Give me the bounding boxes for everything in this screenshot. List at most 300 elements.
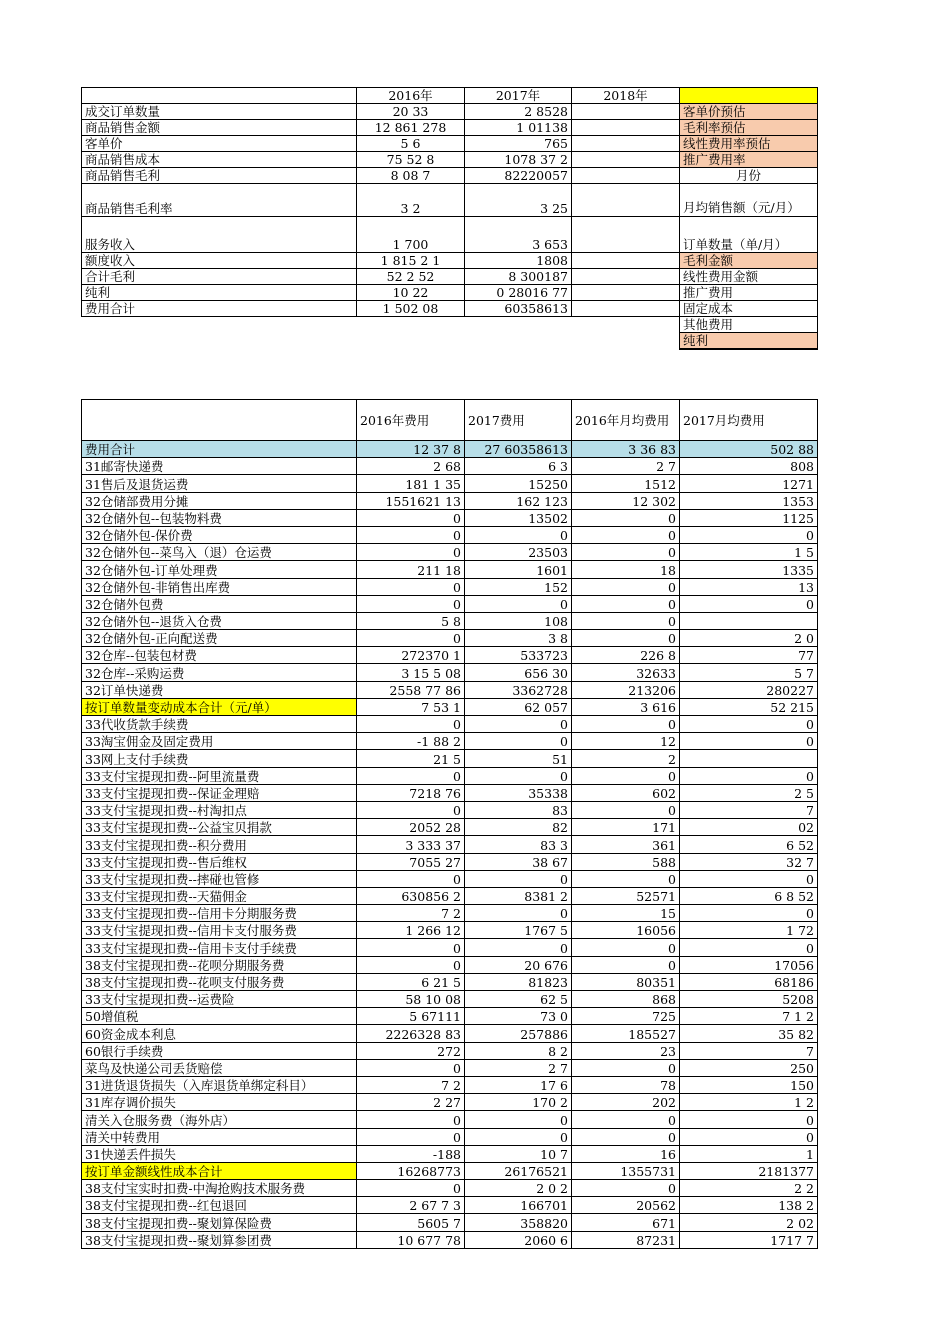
summary-extra-row (82, 317, 818, 333)
cost-row (82, 853, 818, 870)
cost-row-label: 33支付宝提现扣费--保证金理赔 (82, 784, 357, 801)
cost-value-2: 533723 (465, 647, 572, 664)
summary-row (82, 120, 818, 136)
summary-value-2018 (572, 184, 680, 217)
cost-value-1: 21 5 (357, 750, 465, 767)
summary-value-2018 (572, 120, 680, 136)
summary-row-label: 服务收入 (82, 217, 357, 253)
cost-value-1: 272 (357, 1042, 465, 1059)
cost-value-1: 0 (357, 578, 465, 595)
cost-row-label: 32仓储外包-正向配送费 (82, 630, 357, 647)
summary-row-label: 额度收入 (82, 253, 357, 269)
cost-value-4: 0 (680, 939, 818, 956)
summary-year-header: 2016年 (357, 88, 465, 104)
cost-value-3: 1355731 (572, 1162, 680, 1179)
cost-value-4: 02 (680, 819, 818, 836)
cost-value-3: 3 36 83 (572, 441, 680, 458)
cost-value-3: 171 (572, 819, 680, 836)
cost-row (82, 1025, 818, 1042)
cost-row (82, 1094, 818, 1111)
cost-row-label: 38支付宝提现扣费--花呗分期服务费 (82, 956, 357, 973)
cost-value-1: 0 (357, 767, 465, 784)
summary-value-2016: 3 2 (357, 184, 465, 217)
summary-value-2017: 1 01138 (465, 120, 572, 136)
cost-value-3: 0 (572, 1059, 680, 1076)
summary-empty-cell (82, 349, 357, 350)
cost-row-label: 32订单快递费 (82, 681, 357, 698)
cost-value-4: 0 (680, 526, 818, 543)
cost-row (82, 887, 818, 904)
cost-value-1: 5605 7 (357, 1214, 465, 1231)
cost-value-3: 0 (572, 526, 680, 543)
summary-empty-cell (572, 333, 680, 349)
cost-value-2: 257886 (465, 1025, 572, 1042)
summary-empty-cell (357, 317, 465, 333)
summary-extra-row (82, 349, 818, 350)
cost-row (82, 441, 818, 458)
cost-value-3: 0 (572, 801, 680, 818)
cost-row (82, 475, 818, 492)
cost-value-4: 2 2 (680, 1180, 818, 1197)
cost-value-1: 58 10 08 (357, 991, 465, 1008)
cost-value-2: 0 (465, 1111, 572, 1128)
cost-value-3: 0 (572, 767, 680, 784)
cost-value-3: 0 (572, 595, 680, 612)
cost-value-1: 0 (357, 544, 465, 561)
cost-value-3: 0 (572, 630, 680, 647)
summary-value-2018 (572, 152, 680, 168)
cost-value-1: 3 15 5 08 (357, 664, 465, 681)
cost-row (82, 784, 818, 801)
cost-row-label: 31邮寄快递费 (82, 458, 357, 475)
summary-side-label: 线性费用率预估 (680, 136, 818, 152)
summary-value-2016: 8 08 7 (357, 168, 465, 184)
summary-value-2016: 1 502 08 (357, 301, 465, 317)
summary-value-2018 (572, 253, 680, 269)
cost-value-2: 82 (465, 819, 572, 836)
cost-value-2: 2060 6 (465, 1231, 572, 1248)
cost-value-2: 81823 (465, 973, 572, 990)
cost-row-label: 38支付宝提现扣费--红包退回 (82, 1197, 357, 1214)
cost-header-blank (82, 400, 357, 441)
summary-empty-cell (465, 317, 572, 333)
cost-value-4: 0 (680, 1128, 818, 1145)
cost-row-label: 按订单数量变动成本合计（元/单） (82, 698, 357, 715)
cost-value-3: 868 (572, 991, 680, 1008)
cost-value-4: 6 52 (680, 836, 818, 853)
cost-value-3: 87231 (572, 1231, 680, 1248)
cost-row-label: 32仓库--采购运费 (82, 664, 357, 681)
cost-value-1: 3 333 37 (357, 836, 465, 853)
cost-value-1: 2 68 (357, 458, 465, 475)
summary-value-2017: 765 (465, 136, 572, 152)
cost-value-2: 10 7 (465, 1145, 572, 1162)
cost-row (82, 922, 818, 939)
cost-row-label: 33支付宝提现扣费--摔碰也管修 (82, 870, 357, 887)
cost-row-label: 33支付宝提现扣费--信用卡支付服务费 (82, 922, 357, 939)
cost-value-4: 7 (680, 801, 818, 818)
cost-row (82, 1076, 818, 1093)
cost-row (82, 733, 818, 750)
cost-row (82, 578, 818, 595)
cost-value-2: 2 7 (465, 1059, 572, 1076)
cost-row (82, 630, 818, 647)
summary-value-2018 (572, 136, 680, 152)
cost-value-3: 15 (572, 905, 680, 922)
summary-empty-cell (82, 317, 357, 333)
cost-row-label: 60银行手续费 (82, 1042, 357, 1059)
summary-value-2016: 52 2 52 (357, 269, 465, 285)
cost-row (82, 836, 818, 853)
cost-value-1: 0 (357, 630, 465, 647)
cost-value-2: 83 (465, 801, 572, 818)
summary-empty-cell (357, 333, 465, 349)
cost-header-2016-monthly: 2016年月均费用 (572, 400, 680, 441)
summary-side-label: 推广费用率 (680, 152, 818, 168)
cost-value-4: 2181377 (680, 1162, 818, 1179)
cost-row-label: 33支付宝提现扣费--公益宝贝捐款 (82, 819, 357, 836)
cost-header-2017: 2017费用 (465, 400, 572, 441)
cost-value-1: 272370 1 (357, 647, 465, 664)
cost-row-label: 33支付宝提现扣费--积分费用 (82, 836, 357, 853)
cost-value-4: 5 7 (680, 664, 818, 681)
cost-row (82, 1042, 818, 1059)
cost-value-2: 152 (465, 578, 572, 595)
summary-side-label: 月份 (680, 168, 818, 184)
cost-value-1: 0 (357, 1059, 465, 1076)
cost-row-label: 38支付宝提现扣费--聚划算参团费 (82, 1231, 357, 1248)
cost-row-label: 33支付宝提现扣费--天猫佣金 (82, 887, 357, 904)
cost-value-3: 32633 (572, 664, 680, 681)
cost-value-4: 250 (680, 1059, 818, 1076)
cost-value-3: 0 (572, 578, 680, 595)
summary-row (82, 285, 818, 301)
cost-value-2: 51 (465, 750, 572, 767)
cost-row-label: 32仓储外包-保价费 (82, 526, 357, 543)
cost-value-2: 15250 (465, 475, 572, 492)
cost-value-3: 80351 (572, 973, 680, 990)
cost-value-3: 20562 (572, 1197, 680, 1214)
cost-value-1: 181 1 35 (357, 475, 465, 492)
summary-row-label: 商品销售成本 (82, 152, 357, 168)
summary-side-label: 客单价预估 (680, 104, 818, 120)
cost-row-label: 清关中转费用 (82, 1128, 357, 1145)
cost-row (82, 492, 818, 509)
cost-value-3: 0 (572, 716, 680, 733)
cost-value-1: 0 (357, 939, 465, 956)
summary-side-label (680, 349, 818, 350)
cost-value-2: 0 (465, 767, 572, 784)
cost-value-4: 1125 (680, 509, 818, 526)
summary-value-2016: 10 22 (357, 285, 465, 301)
cost-value-4: 0 (680, 767, 818, 784)
cost-row (82, 767, 818, 784)
summary-side-label: 月均销售额（元/月） (680, 184, 818, 217)
cost-value-3: 226 8 (572, 647, 680, 664)
cost-value-4: 77 (680, 647, 818, 664)
summary-year-row (82, 88, 818, 104)
summary-row (82, 253, 818, 269)
cost-row-label: 32仓储部费用分摊 (82, 492, 357, 509)
cost-value-1: 2558 77 86 (357, 681, 465, 698)
cost-row (82, 1214, 818, 1231)
cost-value-2: 3362728 (465, 681, 572, 698)
cost-row-label: 33支付宝提现扣费--售后维权 (82, 853, 357, 870)
cost-value-4: 0 (680, 716, 818, 733)
summary-empty-cell (572, 317, 680, 333)
summary-row (82, 217, 818, 253)
cost-value-4: 1271 (680, 475, 818, 492)
cost-value-4: 1 2 (680, 1094, 818, 1111)
summary-value-2017: 0 28016 77 (465, 285, 572, 301)
cost-value-2: 62 5 (465, 991, 572, 1008)
cost-value-3: 2 (572, 750, 680, 767)
cost-row (82, 1231, 818, 1248)
summary-row (82, 184, 818, 217)
summary-row-label: 合计毛利 (82, 269, 357, 285)
cost-value-3: 0 (572, 1180, 680, 1197)
cost-value-3: 202 (572, 1094, 680, 1111)
summary-year-header: 2017年 (465, 88, 572, 104)
cost-value-3: 602 (572, 784, 680, 801)
cost-row-label: 33淘宝佣金及固定费用 (82, 733, 357, 750)
cost-value-1: 7 2 (357, 905, 465, 922)
cost-row (82, 681, 818, 698)
cost-value-3: 0 (572, 544, 680, 561)
cost-value-4: 280227 (680, 681, 818, 698)
cost-value-1: 16268773 (357, 1162, 465, 1179)
cost-value-1: 7 2 (357, 1076, 465, 1093)
cost-value-3: 18 (572, 561, 680, 578)
cost-row (82, 1128, 818, 1145)
cost-row-label: 60资金成本利息 (82, 1025, 357, 1042)
summary-value-2016: 12 861 278 (357, 120, 465, 136)
cost-value-3: 725 (572, 1008, 680, 1025)
cost-row (82, 819, 818, 836)
cost-value-1: 0 (357, 1128, 465, 1145)
cost-value-2: 0 (465, 870, 572, 887)
summary-side-label: 线性费用金额 (680, 269, 818, 285)
summary-value-2016: 75 52 8 (357, 152, 465, 168)
summary-value-2016: 1 815 2 1 (357, 253, 465, 269)
summary-empty-cell (357, 349, 465, 350)
cost-value-2: 1601 (465, 561, 572, 578)
cost-row-label: 费用合计 (82, 441, 357, 458)
cost-value-3: 0 (572, 939, 680, 956)
cost-value-2: 0 (465, 1128, 572, 1145)
cost-value-1: 7 53 1 (357, 698, 465, 715)
cost-row-label: 38支付宝实时扣费-中淘抢购技术服务费 (82, 1180, 357, 1197)
summary-value-2016: 5 6 (357, 136, 465, 152)
cost-value-2: 20 676 (465, 956, 572, 973)
cost-value-4: 6 8 52 (680, 887, 818, 904)
cost-value-4: 1353 (680, 492, 818, 509)
cost-value-1: 211 18 (357, 561, 465, 578)
summary-value-2016: 1 700 (357, 217, 465, 253)
cost-value-2: 166701 (465, 1197, 572, 1214)
cost-row (82, 458, 818, 475)
cost-value-4: 0 (680, 1111, 818, 1128)
cost-row-label: 38支付宝提现扣费--聚划算保险费 (82, 1214, 357, 1231)
cost-row-label: 50增值税 (82, 1008, 357, 1025)
summary-row-label: 商品销售金额 (82, 120, 357, 136)
cost-value-1: 0 (357, 595, 465, 612)
cost-value-4: 17056 (680, 956, 818, 973)
cost-row (82, 870, 818, 887)
cost-row (82, 973, 818, 990)
summary-row (82, 136, 818, 152)
summary-empty-cell (465, 349, 572, 350)
cost-value-1: 0 (357, 716, 465, 733)
cost-value-3: 3 616 (572, 698, 680, 715)
cost-row-label: 按订单金额线性成本合计 (82, 1162, 357, 1179)
cost-value-3: 0 (572, 956, 680, 973)
cost-row (82, 1145, 818, 1162)
cost-value-4 (680, 612, 818, 629)
cost-value-1: 12 37 8 (357, 441, 465, 458)
cost-value-1: 630856 2 (357, 887, 465, 904)
cost-value-3: 213206 (572, 681, 680, 698)
cost-value-4: 0 (680, 733, 818, 750)
cost-value-2: 35338 (465, 784, 572, 801)
summary-side-label: 推广费用 (680, 285, 818, 301)
cost-value-2: 0 (465, 939, 572, 956)
summary-value-2017: 82220057 (465, 168, 572, 184)
cost-value-4: 2 02 (680, 1214, 818, 1231)
cost-header-2016: 2016年费用 (357, 400, 465, 441)
summary-extra-row (82, 333, 818, 349)
summary-row (82, 301, 818, 317)
summary-side-header (680, 88, 818, 104)
cost-value-2: 73 0 (465, 1008, 572, 1025)
cost-value-1: 2 27 (357, 1094, 465, 1111)
cost-row (82, 526, 818, 543)
cost-value-4: 150 (680, 1076, 818, 1093)
cost-row-label: 31售后及退货运费 (82, 475, 357, 492)
summary-value-2017: 3 653 (465, 217, 572, 253)
summary-table (81, 87, 818, 350)
summary-row-label: 成交订单数量 (82, 104, 357, 120)
cost-value-1: 7218 76 (357, 784, 465, 801)
cost-row (82, 1162, 818, 1179)
cost-value-3: 52571 (572, 887, 680, 904)
cost-value-3: 588 (572, 853, 680, 870)
cost-value-1: 2226328 83 (357, 1025, 465, 1042)
cost-value-2: 108 (465, 612, 572, 629)
cost-row-label: 33代收货款手续费 (82, 716, 357, 733)
cost-value-4 (680, 750, 818, 767)
cost-value-4: 0 (680, 595, 818, 612)
cost-row (82, 561, 818, 578)
cost-value-3: 23 (572, 1042, 680, 1059)
cost-row-label: 32仓库--包装包材费 (82, 647, 357, 664)
summary-side-label: 毛利金额 (680, 253, 818, 269)
summary-side-label: 纯利 (680, 333, 818, 349)
cost-row-label: 32仓储外包--退货入仓费 (82, 612, 357, 629)
cost-row (82, 595, 818, 612)
cost-value-3: 0 (572, 1128, 680, 1145)
cost-value-1: 0 (357, 1180, 465, 1197)
cost-value-2: 0 (465, 526, 572, 543)
cost-value-4: 808 (680, 458, 818, 475)
summary-value-2018 (572, 104, 680, 120)
summary-empty-cell (572, 349, 680, 350)
cost-row (82, 647, 818, 664)
cost-value-2: 2 0 2 (465, 1180, 572, 1197)
cost-row-label: 33支付宝提现扣费--信用卡支付手续费 (82, 939, 357, 956)
summary-value-2017: 8 300187 (465, 269, 572, 285)
cost-row (82, 750, 818, 767)
cost-table (81, 399, 818, 1249)
cost-row-label: 菜鸟及快递公司丢货赔偿 (82, 1059, 357, 1076)
cost-row (82, 1197, 818, 1214)
cost-value-4: 0 (680, 905, 818, 922)
cost-value-4: 1 (680, 1145, 818, 1162)
cost-row-label: 33支付宝提现扣费--信用卡分期服务费 (82, 905, 357, 922)
cost-value-1: 6 21 5 (357, 973, 465, 990)
cost-value-2: 3 8 (465, 630, 572, 647)
cost-row-label: 33支付宝提现扣费--村淘扣点 (82, 801, 357, 818)
cost-value-1: 10 677 78 (357, 1231, 465, 1248)
summary-row (82, 168, 818, 184)
cost-row-label: 33网上支付手续费 (82, 750, 357, 767)
cost-value-2: 8381 2 (465, 887, 572, 904)
summary-row-label: 客单价 (82, 136, 357, 152)
cost-value-3: 78 (572, 1076, 680, 1093)
cost-value-1: 7055 27 (357, 853, 465, 870)
cost-row (82, 905, 818, 922)
summary-row (82, 269, 818, 285)
cost-value-4: 0 (680, 870, 818, 887)
cost-value-3: 0 (572, 1111, 680, 1128)
cost-row (82, 612, 818, 629)
cost-value-2: 0 (465, 716, 572, 733)
cost-value-1: 5 67111 (357, 1008, 465, 1025)
cost-value-4: 502 88 (680, 441, 818, 458)
cost-value-4: 5208 (680, 991, 818, 1008)
cost-value-3: 671 (572, 1214, 680, 1231)
cost-row-label: 31进货退货损失（入库退货单绑定科目） (82, 1076, 357, 1093)
cost-row (82, 509, 818, 526)
summary-side-label: 毛利率预估 (680, 120, 818, 136)
cost-value-2: 23503 (465, 544, 572, 561)
cost-row (82, 1059, 818, 1076)
cost-value-3: 1512 (572, 475, 680, 492)
summary-value-2018 (572, 217, 680, 253)
cost-row-label: 31库存调价损失 (82, 1094, 357, 1111)
summary-year-blank (82, 88, 357, 104)
summary-value-2018 (572, 285, 680, 301)
cost-value-4: 1717 7 (680, 1231, 818, 1248)
summary-side-label: 订单数量（单/月） (680, 217, 818, 253)
summary-value-2017: 60358613 (465, 301, 572, 317)
cost-value-4: 13 (680, 578, 818, 595)
summary-row (82, 104, 818, 120)
cost-value-3: 16 (572, 1145, 680, 1162)
summary-value-2017: 2 8528 (465, 104, 572, 120)
summary-side-label: 其他费用 (680, 317, 818, 333)
cost-value-1: 2 67 7 3 (357, 1197, 465, 1214)
cost-value-3: 12 (572, 733, 680, 750)
summary-row-label: 商品销售毛利率 (82, 184, 357, 217)
cost-row (82, 956, 818, 973)
cost-row-label: 31快递丢件损失 (82, 1145, 357, 1162)
cost-value-2: 358820 (465, 1214, 572, 1231)
cost-row-label: 32仓储外包--菜鸟入（退）仓运费 (82, 544, 357, 561)
cost-value-3: 16056 (572, 922, 680, 939)
cost-value-4: 1 5 (680, 544, 818, 561)
cost-value-4: 52 215 (680, 698, 818, 715)
